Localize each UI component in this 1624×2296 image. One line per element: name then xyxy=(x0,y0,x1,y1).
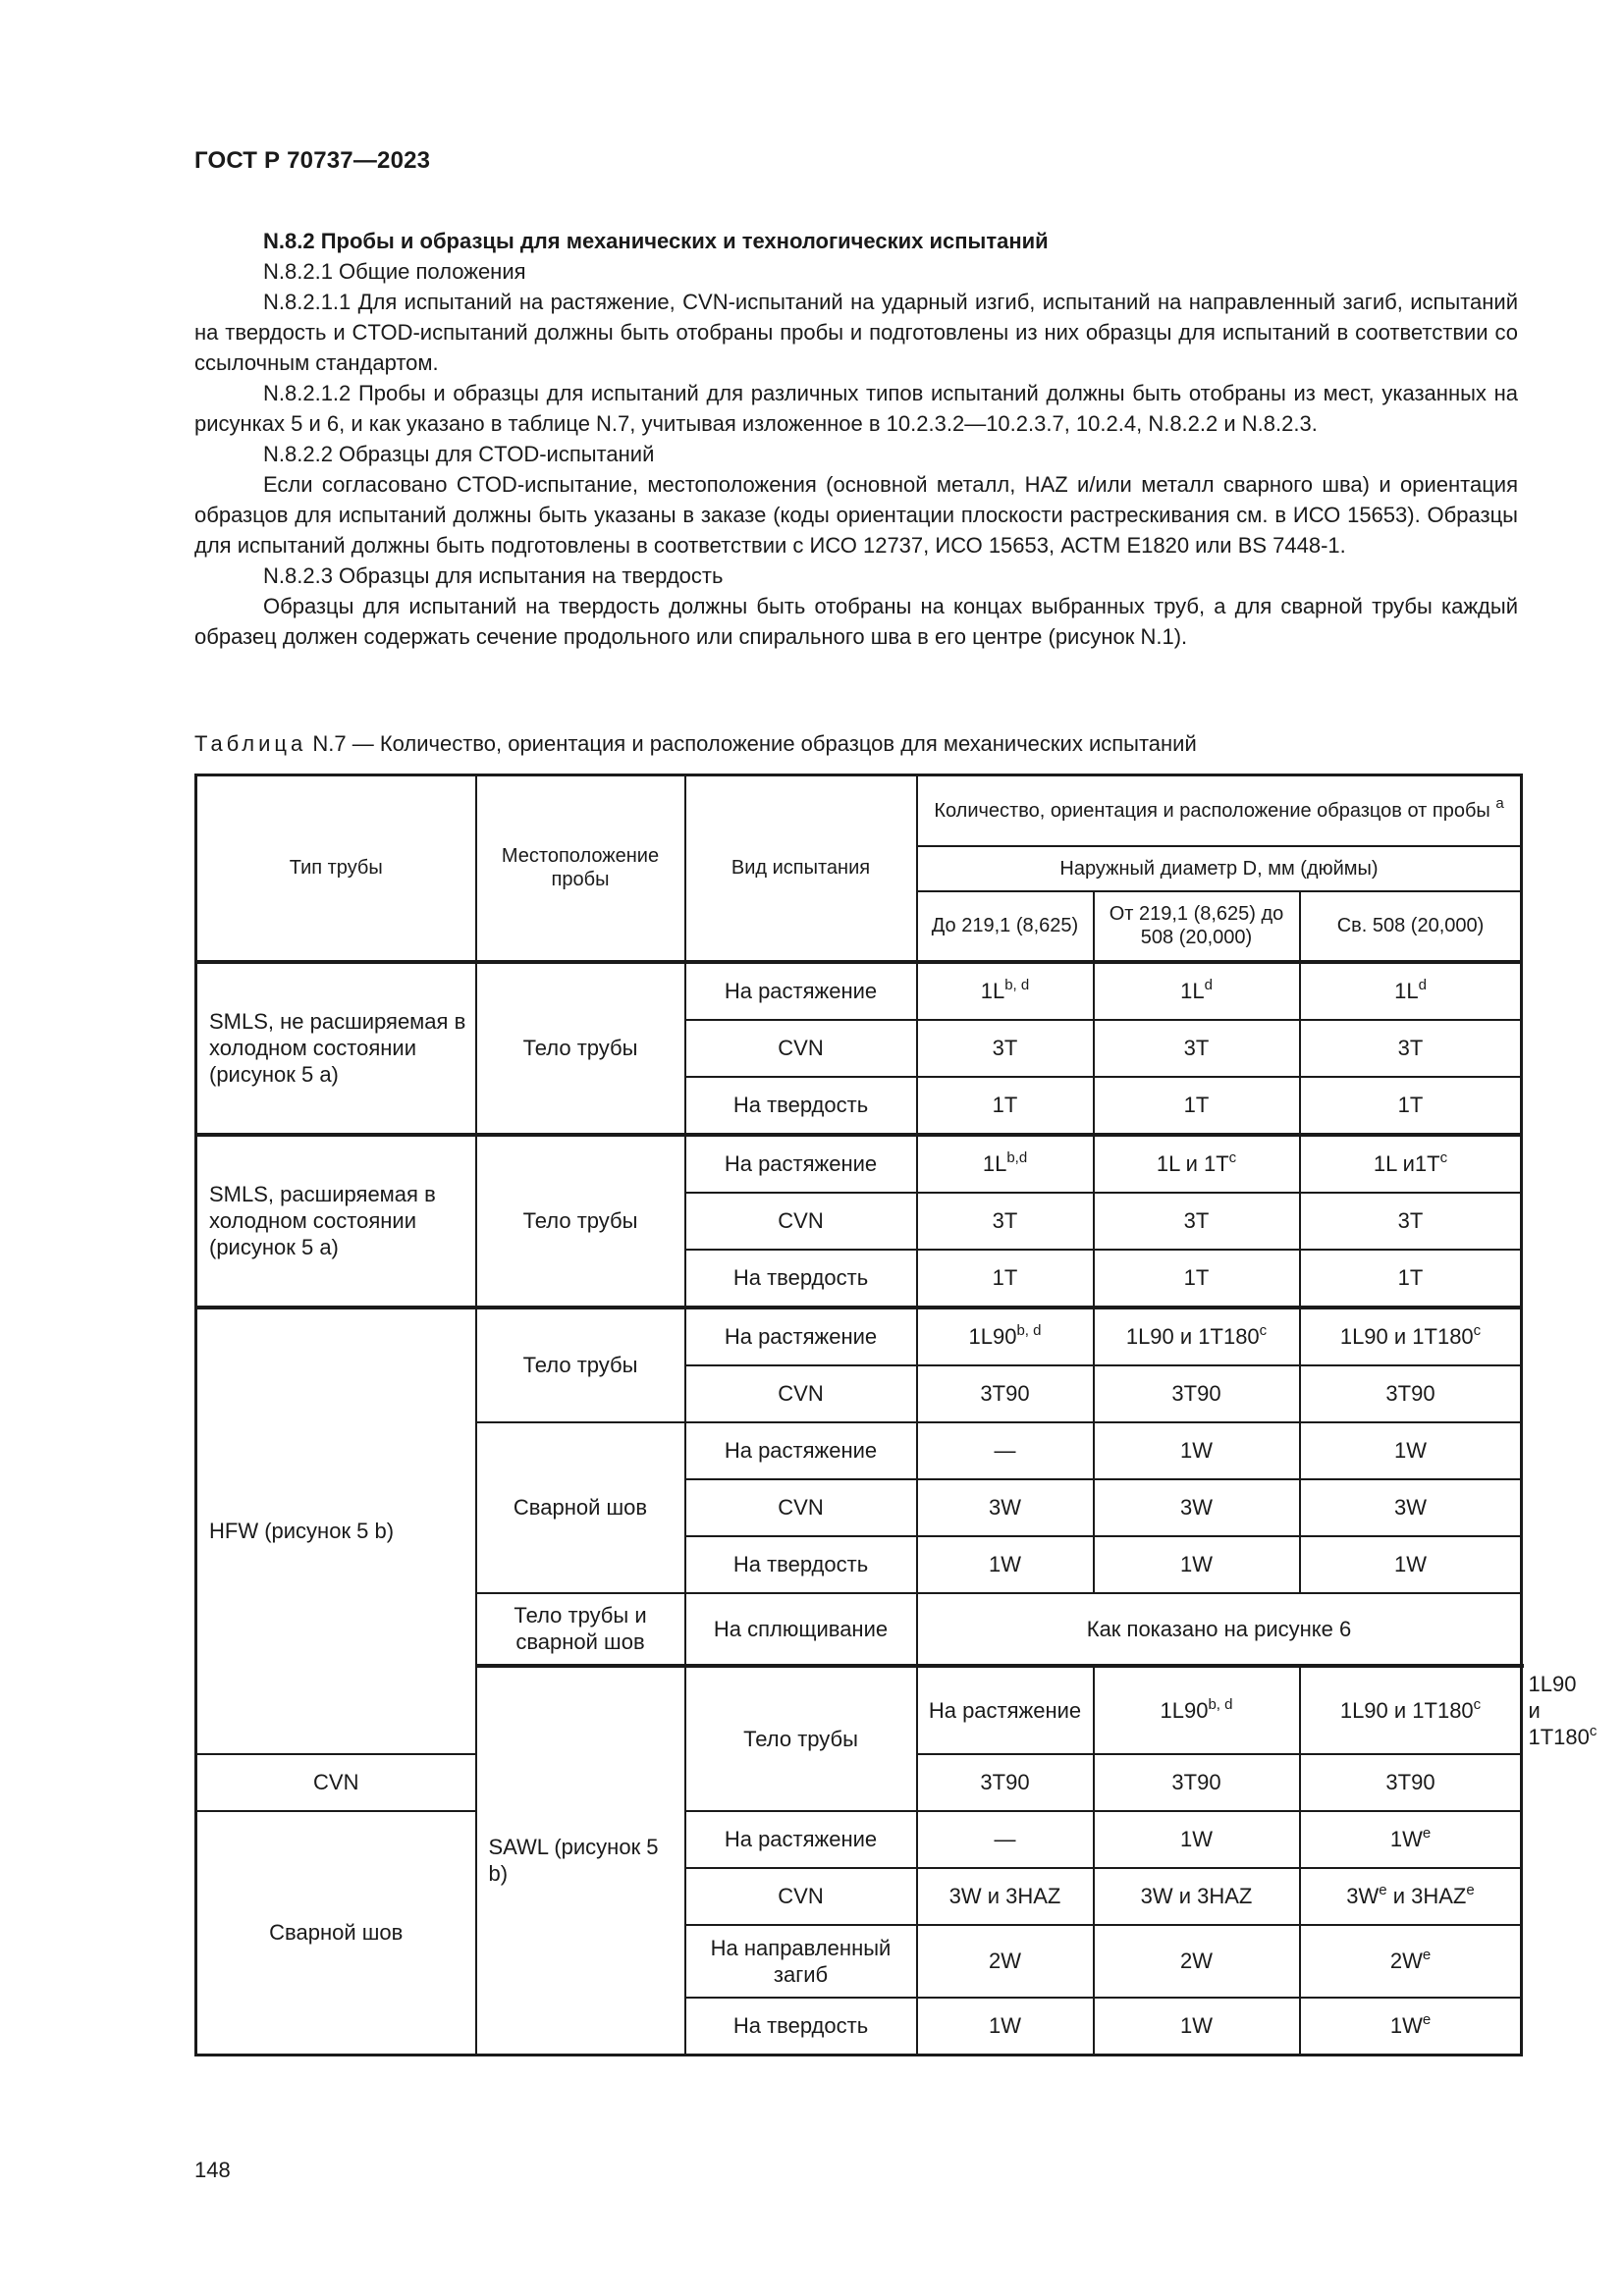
value-cell: 1L90 и 1T180$^c$ xyxy=(1094,1308,1300,1365)
location-cell: Тело трубы xyxy=(476,962,685,1135)
test-cell: CVN xyxy=(685,1193,917,1250)
test-cell: На твердость xyxy=(685,1077,917,1135)
value-cell: 3W xyxy=(1300,1479,1522,1536)
value-cell: 3T90 xyxy=(917,1754,1094,1811)
header-diameter-col2: От 219,1 (8,625) до 508 (20,000) xyxy=(1094,891,1300,962)
value-cell: $1W^e$ xyxy=(1300,1811,1522,1868)
value-cell: 1L90 и 1T180$^c$ xyxy=(1300,1308,1522,1365)
value-cell: 1T xyxy=(917,1077,1094,1135)
value-cell: $3W^e$ и 3HAZ$^e$ xyxy=(1300,1868,1522,1925)
value-cell: 1W xyxy=(917,1998,1094,2056)
value-cell: Как показано на рисунке 6 xyxy=(917,1593,1522,1666)
header-diameter-col3: Св. 508 (20,000) xyxy=(1300,891,1522,962)
header-quantity-group: Количество, ориентация и расположение образцов от пробы $^a$ xyxy=(917,775,1522,846)
header-test-type: Вид испытания xyxy=(685,775,917,962)
value-cell: — xyxy=(917,1811,1094,1868)
value-cell: 1L и $1T^c$ xyxy=(1094,1135,1300,1193)
test-cell: CVN xyxy=(685,1365,917,1422)
value-cell: 1W xyxy=(917,1536,1094,1593)
subsection-heading: N.8.2.1 Общие положения xyxy=(263,259,526,284)
location-cell: Тело трубы xyxy=(685,1666,917,1811)
table-caption-label: Таблица xyxy=(194,731,307,756)
value-cell: 3T90 xyxy=(917,1365,1094,1422)
value-cell: 2W xyxy=(917,1925,1094,1998)
value-cell: 2W xyxy=(1094,1925,1300,1998)
value-cell: $1W^e$ xyxy=(1300,1998,1522,2056)
location-cell: Тело трубы xyxy=(476,1308,685,1422)
test-cell: CVN xyxy=(685,1020,917,1077)
document-header: ГОСТ Р 70737—2023 xyxy=(194,147,431,174)
value-cell: 1W xyxy=(1094,1811,1300,1868)
value-cell: — xyxy=(917,1422,1094,1479)
value-cell: 3T xyxy=(1300,1020,1522,1077)
location-cell: Сварной шов xyxy=(196,1811,476,2056)
test-cell: На сплющивание xyxy=(685,1593,917,1666)
value-cell: 3T90 xyxy=(1094,1365,1300,1422)
header-diameter-col1: До 219,1 (8,625) xyxy=(917,891,1094,962)
value-cell: 3T xyxy=(917,1020,1094,1077)
value-cell: 3W xyxy=(917,1479,1094,1536)
test-cell: На твердость xyxy=(685,1998,917,2056)
value-cell: 3T90 xyxy=(1094,1754,1300,1811)
footnote-ref: a xyxy=(1495,794,1504,812)
value-cell: 3T90 xyxy=(1300,1754,1522,1811)
value-cell: 1T xyxy=(1094,1077,1300,1135)
value-cell: 1L90$^{b, d}$ xyxy=(917,1308,1094,1365)
value-cell: 1W xyxy=(1094,1422,1300,1479)
header-pipe-type: Тип трубы xyxy=(196,775,476,962)
value-cell: 3W и 3HAZ xyxy=(917,1868,1094,1925)
value-cell: 1W xyxy=(1300,1422,1522,1479)
subsection-heading: N.8.2.3 Образцы для испытания на твердость xyxy=(263,563,724,588)
value-cell: 3T xyxy=(1094,1193,1300,1250)
value-cell: 3T xyxy=(917,1193,1094,1250)
value-cell: 3T xyxy=(1300,1193,1522,1250)
table-caption xyxy=(194,731,1197,757)
pipe-type-cell: SMLS, расширяемая в холодном состоянии (рисунок 5 а) xyxy=(196,1135,476,1308)
value-cell: $1L^{b, d}$ xyxy=(917,962,1094,1020)
header-sample-location: Местоположение пробы xyxy=(476,775,685,962)
table-row xyxy=(196,1811,1522,1868)
value-cell: 1T xyxy=(917,1250,1094,1308)
value-cell: 1L90 и 1T180$^c$ xyxy=(1300,1666,1522,1754)
value-cell: $1L^d$ xyxy=(1300,962,1522,1020)
section-heading: N.8.2 Пробы и образцы для механических и технологических испытаний xyxy=(263,229,1049,253)
table-row: SAWL (рисунок 5 b) Тело трубы На растяжение 1L90$^{b, d}$ 1L90 и 1T180$^c$ 1L90 и 1T180$^c$ xyxy=(196,1666,1522,1754)
body-text xyxy=(194,226,1518,652)
test-cell: На растяжение xyxy=(917,1666,1094,1754)
value-cell: 3W xyxy=(1094,1479,1300,1536)
subsection-heading: N.8.2.2 Образцы для CTOD-испытаний xyxy=(263,442,655,466)
table-row xyxy=(196,962,1522,1020)
paragraph: N.8.2.1.2 Пробы и образцы для испытаний для различных типов испытаний должны быть отобраны из мест, указанных на рисунках 5 и 6, и как указано в таблице N.7, учитывая изложенное в 10.2.3.2—10.2.3.7, 10.2.4, N.8.2.2 и N.8.2.3. xyxy=(194,381,1518,436)
value-cell: 1W xyxy=(1300,1536,1522,1593)
value-cell: $1L^{b,d}$ xyxy=(917,1135,1094,1193)
paragraph: N.8.2.1.1 Для испытаний на растяжение, CVN-испытаний на ударный изгиб, испытаний на направленный загиб, испытаний на твердость и CTOD-испытаний должны быть отобраны пробы и подготовлены из них образцы для испытаний в соответствии со ссылочным стандартом. xyxy=(194,290,1518,375)
test-cell: На направленный загиб xyxy=(685,1925,917,1998)
value-cell: 1T xyxy=(1300,1250,1522,1308)
header-diameter: Наружный диаметр D, мм (дюймы) xyxy=(917,846,1522,891)
pipe-type-cell: HFW (рисунок 5 b) xyxy=(196,1308,476,1754)
value-cell: 3T xyxy=(1094,1020,1300,1077)
test-cell: На растяжение xyxy=(685,1811,917,1868)
specimen-table xyxy=(194,774,1597,2056)
test-cell: На растяжение xyxy=(685,1308,917,1365)
test-cell: На растяжение xyxy=(685,1135,917,1193)
test-cell: На твердость xyxy=(685,1536,917,1593)
value-cell: 1T xyxy=(1094,1250,1300,1308)
table-row xyxy=(196,1308,1522,1365)
paragraph: Если согласовано CTOD-испытание, местоположения (основной металл, HAZ и/или металл сварного шва) и ориентация образцов для испытаний должны быть указаны в заказе (коды ориентации плоскости растрескивания см. в ИСО 15653). Образцы для испытаний должны быть подготовлены в соответствии с ИСО 12737, ИСО 15653, АСТМ Е1820 или BS 7448-1. xyxy=(194,472,1518,558)
value-cell: $2W^e$ xyxy=(1300,1925,1522,1998)
value-cell: 1T xyxy=(1300,1077,1522,1135)
test-cell: На растяжение xyxy=(685,1422,917,1479)
test-cell: CVN xyxy=(196,1754,476,1811)
test-cell: CVN xyxy=(685,1868,917,1925)
paragraph: Образцы для испытаний на твердость должны быть отобраны на концах выбранных труб, а для сварной трубы каждый образец должен содержать сечение продольного или спирального шва в его центре (рисунок N.1). xyxy=(194,594,1518,649)
pipe-type-cell: SMLS, не расширяемая в холодном состоянии (рисунок 5 а) xyxy=(196,962,476,1135)
value-cell: 3T90 xyxy=(1300,1365,1522,1422)
pipe-type-cell: SAWL (рисунок 5 b) xyxy=(476,1666,685,2056)
page-number: 148 xyxy=(194,2158,231,2182)
value-cell: $1L^d$ xyxy=(1094,962,1300,1020)
value-cell: 1L90$^{b, d}$ xyxy=(1094,1666,1300,1754)
test-cell: CVN xyxy=(685,1479,917,1536)
table-row xyxy=(196,1135,1522,1193)
location-cell: Сварной шов xyxy=(476,1422,685,1593)
test-cell: На твердость xyxy=(685,1250,917,1308)
table-caption-text: N.7 — Количество, ориентация и расположение образцов для механических испытаний xyxy=(306,731,1197,756)
value-cell: 1W xyxy=(1094,1536,1300,1593)
location-cell: Тело трубы xyxy=(476,1135,685,1308)
value-cell: 1W xyxy=(1094,1998,1300,2056)
value-cell: 1L $и1T^c$ xyxy=(1300,1135,1522,1193)
test-cell: На растяжение xyxy=(685,962,917,1020)
location-cell: Тело трубы и сварной шов xyxy=(476,1593,685,1666)
value-cell: 3W и 3HAZ xyxy=(1094,1868,1300,1925)
